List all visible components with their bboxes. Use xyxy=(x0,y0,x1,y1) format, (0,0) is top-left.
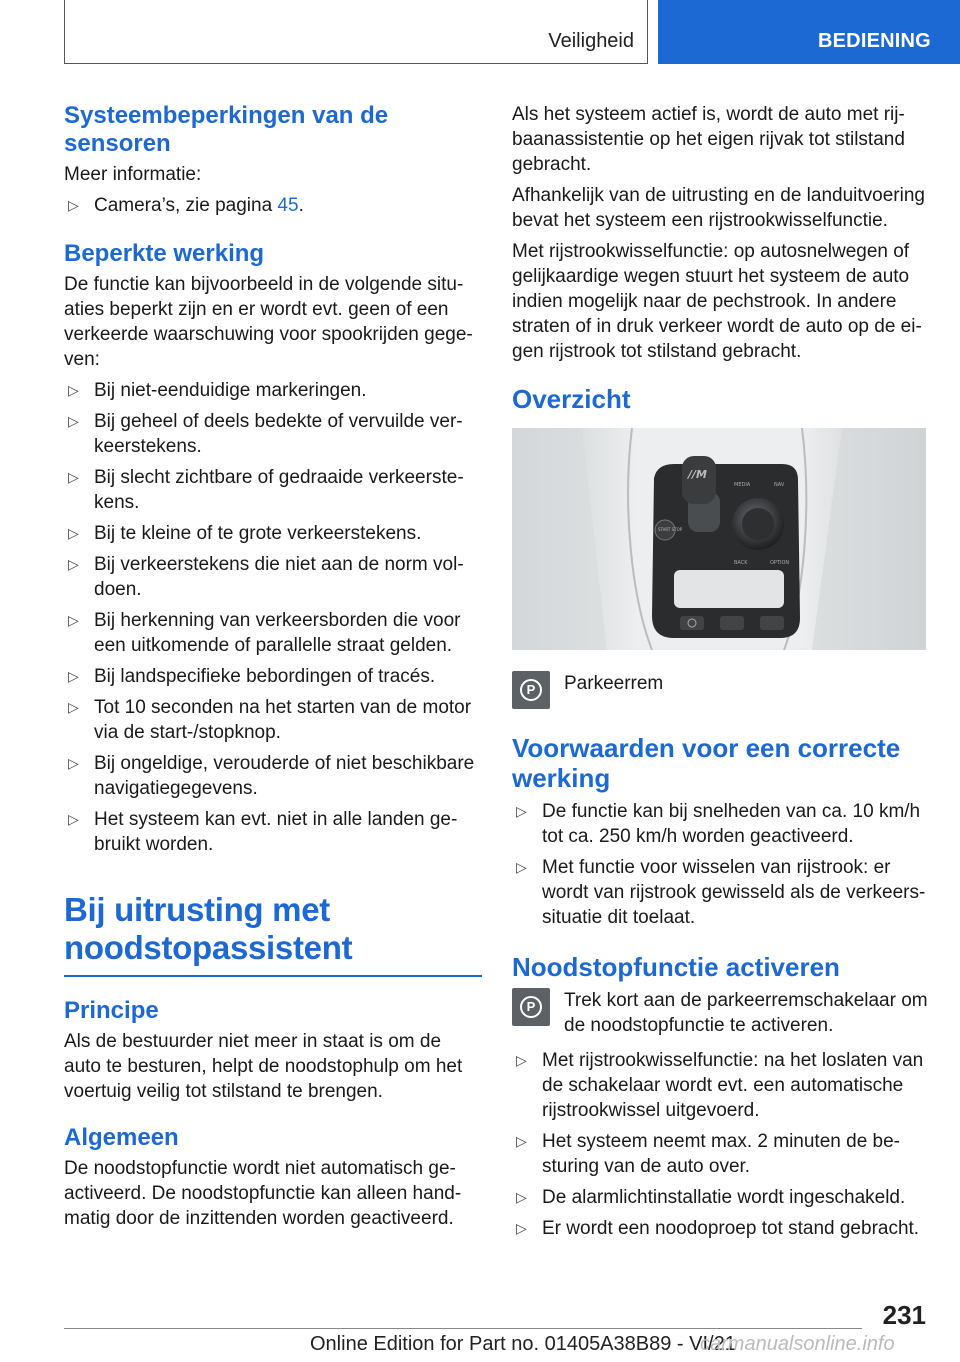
more-info-text: Meer informatie: xyxy=(64,164,202,185)
svg-text:OPTION: OPTION xyxy=(770,560,790,566)
triangle-bullet-icon: ▷ xyxy=(68,525,79,541)
svg-text:BACK: BACK xyxy=(734,560,748,566)
activate-text: Trek kort aan de parkeerremschakelaar om de noodstopfunctie te activeren. xyxy=(564,990,928,1036)
chapter-tab-label: BEDIENING xyxy=(818,30,931,52)
list-item: ▷ Met rijstrookwisselfunctie: na het loslaten van de schakelaar wordt evt. een automatische rijstrookwissel uitgevoerd. xyxy=(516,1050,924,1121)
paragraph-active: Als het systeem actief is, wordt de auto met rijbaanassistentie op het eigen rijvak tot stilstand gebracht. xyxy=(512,104,905,175)
heading-general: Algemeen xyxy=(64,1124,179,1151)
svg-text:MEDIA: MEDIA xyxy=(734,482,751,488)
triangle-bullet-icon: ▷ xyxy=(68,469,79,485)
heading-activate: Noodstopfunctie activeren xyxy=(512,952,840,982)
chapter-tab[interactable] xyxy=(658,0,960,64)
section-title: Veiligheid xyxy=(548,30,634,52)
triangle-bullet-icon: ▷ xyxy=(68,811,79,827)
edition-text: Online Edition for Part no. 01405A38B89 - VI/21 xyxy=(310,1333,736,1355)
list-item: ▷ Bij geheel of deels bedekte of vervuilde verkeerstekens. xyxy=(68,411,463,457)
heading-divider xyxy=(64,975,482,977)
limited-intro: De functie kan bijvoorbeeld in de volgende situaties beperkt zijn en er wordt evt. geen of een verkeerde waarschuwing voor spookrijden gegeven: xyxy=(64,274,473,370)
triangle-bullet-icon: ▷ xyxy=(516,1133,527,1149)
principle-text: Als de bestuurder niet meer in staat is om de auto te besturen, helpt de noodstophulp om het voertuig veilig tot stilstand te brengen. xyxy=(64,1031,463,1102)
triangle-bullet-icon: ▷ xyxy=(516,803,527,819)
paragraph-lane-change: Met rijstrookwisselfunctie: op autosnelwegen of gelijkaardige wegen stuurt het systeem de auto indien mogelijk naar de pechstrook. In andere straten of in druk verkeer wordt de auto op de eigen rijstrook tot stilstand gebracht. xyxy=(512,241,922,362)
list-item: ▷ Het systeem kan evt. niet in alle landen gebruikt worden. xyxy=(68,809,458,855)
more-info-list xyxy=(64,193,482,218)
activate-row xyxy=(512,988,930,1038)
list-item: ▷ Bij herkenning van verkeersborden die voor een uitkomende of parallelle straat gelden. xyxy=(68,610,461,656)
parking-brake-switch-icon: P xyxy=(512,988,550,1026)
triangle-bullet-icon: ▷ xyxy=(68,699,79,715)
list-item: ▷ Bij te kleine of te grote verkeerstekens. xyxy=(68,523,422,544)
paragraph-equipment: Afhankelijk van de uitrusting en de landuitvoering bevat het systeem een rijstrookwisselfunctie. xyxy=(512,185,925,231)
triangle-bullet-icon: ▷ xyxy=(68,556,79,572)
list-item: ▷ Bij verkeerstekens die niet aan de norm voldoen. xyxy=(68,554,464,600)
footer-divider xyxy=(64,1328,862,1329)
heading-emergency-stop-assistant: Bij uitrusting met noodstopassistent xyxy=(64,891,353,966)
parking-brake-label: Parkeerrem xyxy=(564,673,664,694)
triangle-bullet-icon: ▷ xyxy=(516,1052,527,1068)
heading-overview: Overzicht xyxy=(512,384,631,414)
triangle-bullet-icon: ▷ xyxy=(68,382,79,398)
list-item: ▷ Bij ongeldige, verouderde of niet beschikbare navigatiegegevens. xyxy=(68,753,475,799)
list-item: ▷ Met functie voor wisselen van rijstrook: er wordt van rijstrook gewisseld als de verkeerssituatie dit toelaat. xyxy=(516,857,926,928)
list-item: ▷ Bij landspecifieke bebordingen of tracés. xyxy=(68,666,436,687)
list-item: ▷ Bij slecht zichtbare of gedraaide verkeerstekens. xyxy=(68,467,464,513)
list-item: ▷ De functie kan bij snelheden van ca. 10 km/h tot ca. 250 km/h worden geactiveerd. xyxy=(516,801,921,847)
list-item: ▷ Bij niet-eenduidige markeringen. xyxy=(68,380,367,401)
general-text: De noodstopfunctie wordt niet automatisch geactiveerd. De noodstopfunctie kan alleen handmatig door de inzittenden worden geactiveerd. xyxy=(64,1158,462,1229)
parking-brake-row xyxy=(512,671,930,715)
limited-list xyxy=(64,378,482,857)
conditions-list xyxy=(512,799,930,930)
list-item: ▷ De alarmlichtinstallatie wordt ingeschakeld. xyxy=(516,1187,906,1208)
svg-text:NAV: NAV xyxy=(774,482,785,488)
triangle-bullet-icon: ▷ xyxy=(516,1220,527,1236)
list-item: ▷ Er wordt een noodoproep tot stand gebracht. xyxy=(516,1218,920,1239)
heading-conditions: Voorwaarden voor een correcte werking xyxy=(512,733,901,793)
triangle-bullet-icon: ▷ xyxy=(68,668,79,684)
triangle-bullet-icon: ▷ xyxy=(68,755,79,771)
triangle-bullet-icon: ▷ xyxy=(68,612,79,628)
svg-text:START STOP: START STOP xyxy=(658,527,683,532)
list-item: ▷ Camera’s, zie pagina 45. xyxy=(68,195,304,216)
right-column xyxy=(512,102,930,1249)
triangle-bullet-icon: ▷ xyxy=(516,1189,527,1205)
triangle-bullet-icon: ▷ xyxy=(516,859,527,875)
triangle-bullet-icon: ▷ xyxy=(68,197,79,213)
svg-text://M: //M xyxy=(688,468,707,481)
list-item: ▷ Het systeem neemt max. 2 minuten de besturing van de auto over. xyxy=(516,1131,900,1177)
triangle-bullet-icon: ▷ xyxy=(68,413,79,429)
watermark: carmanualsonline.info xyxy=(700,1333,895,1355)
heading-sensor-limits: Systeembeperkingen van de sensoren xyxy=(64,102,389,157)
heading-limited-function: Beperkte werking xyxy=(64,240,265,267)
activate-list xyxy=(512,1048,930,1241)
list-item: ▷ Tot 10 seconden na het starten van de motor via de start-/stopknop. xyxy=(68,697,472,743)
left-column xyxy=(64,102,482,1237)
center-console-photo xyxy=(512,428,926,650)
page-link[interactable]: 45 xyxy=(277,195,299,216)
page-number: 231 xyxy=(882,1300,926,1330)
parking-brake-icon: P xyxy=(512,671,550,709)
heading-principle: Principe xyxy=(64,997,159,1024)
